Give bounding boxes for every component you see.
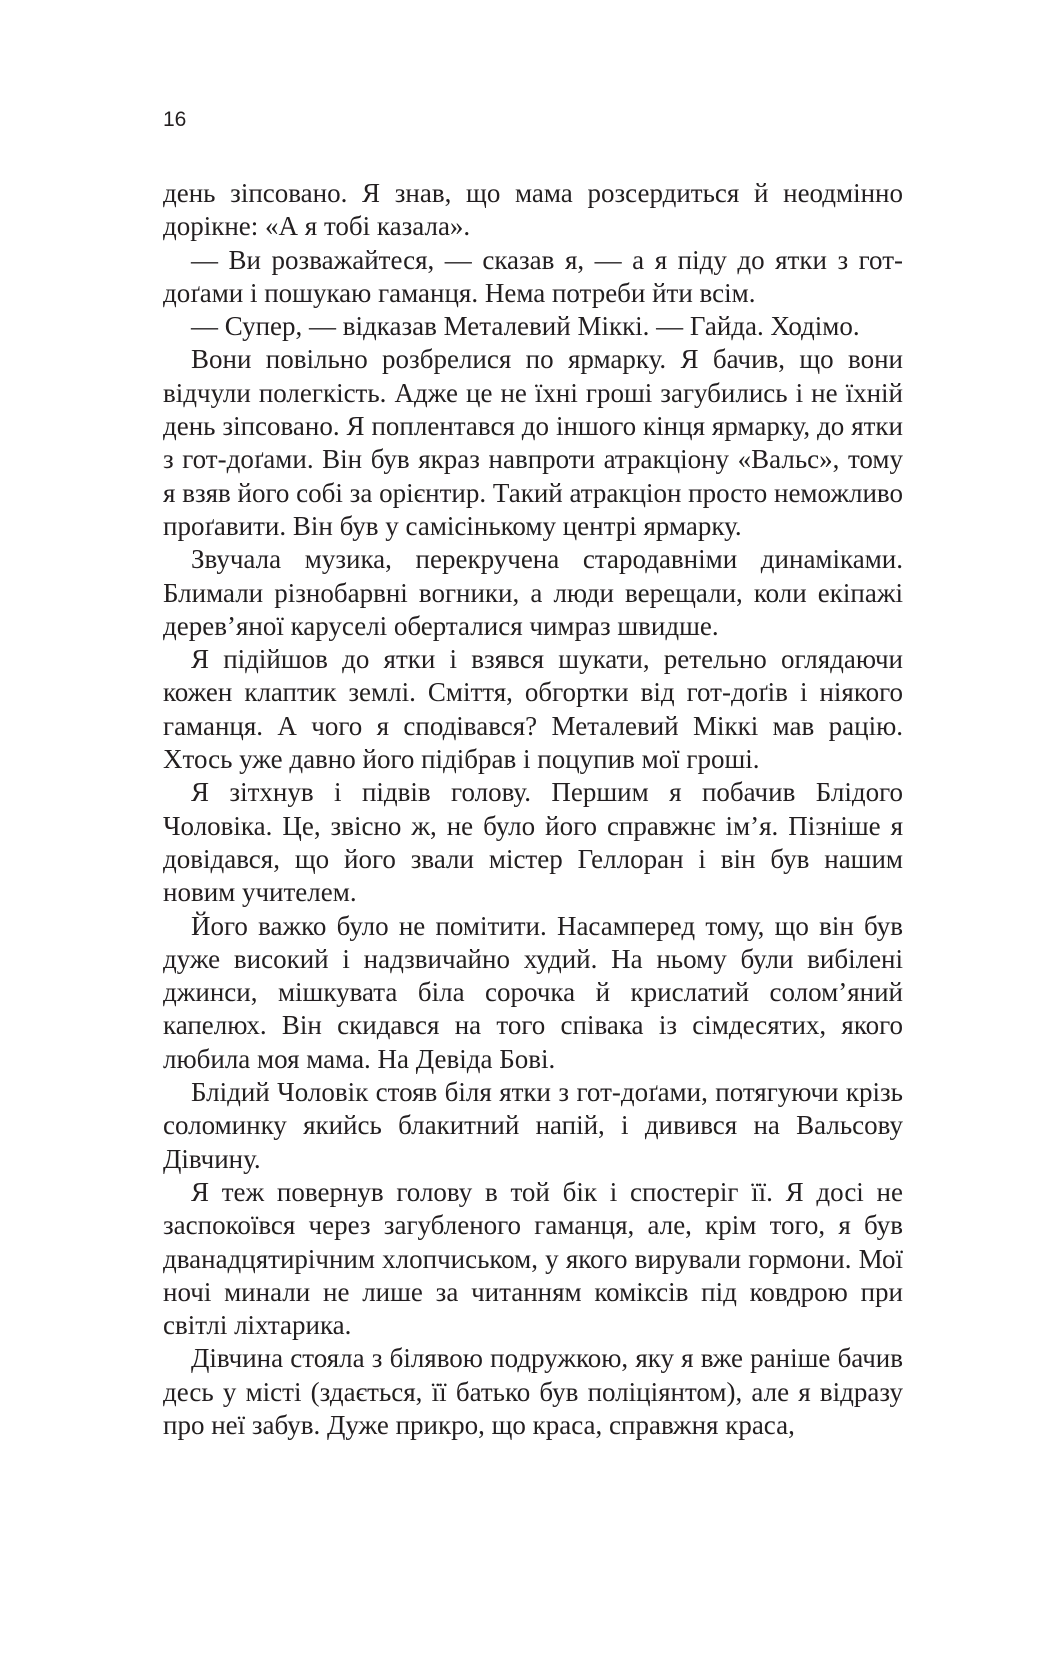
body-text xyxy=(163,177,903,1442)
paragraph: Я підійшов до ятки і взявся шукати, ретельно оглядаючи кожен клаптик землі. Сміття, обгортки від гот-доґів і ніякого гаманця. А чого я сподівався? Металевий Міккі мав рацію. Хтось уже давно його підібрав і поцупив мої гроші. xyxy=(163,644,903,775)
paragraph: Вони повільно розбрелися по ярмарку. Я бачив, що вони відчули полегкість. Адже це не їхні гроші загубились і не їхній день зіпсовано. Я поплентався до іншого кінця ярмарку, до ятки з гот-доґами. Він був якраз навпроти атракціону «Вальс», тому я взяв його собі за орієнтир. Такий атракціон просто неможливо проґавити. Він був у самісінькому центрі ярмарку. xyxy=(163,344,903,541)
paragraph: день зіпсовано. Я знав, що мама розсердиться й неодмінно дорікне: «А я тобі казала». xyxy=(163,178,903,242)
paragraph: — Ви розважайтеся, — сказав я, — а я піду до ятки з гот-доґами і пошукаю гаманця. Нема потреби йти всім. xyxy=(163,244,903,308)
page-number: 16 xyxy=(163,108,187,131)
paragraph: Дівчина стояла з білявою подружкою, яку я вже раніше бачив десь у місті (здається, її батько був поліціянтом), але я відразу про неї забув. Дуже прикро, що краса, справжня краса, xyxy=(163,1343,903,1440)
paragraph: Його важко було не помітити. Насамперед тому, що він був дуже високий і надзвичайно худий. На ньому були вибілені джинси, мішкувата біла сорочка й крислатий солом’яний капелюх. Він скидався на того співака із сімдесятих, якого любила моя мама. На Девіда Бові. xyxy=(163,910,903,1074)
paragraph: Звучала музика, перекручена стародавніми динаміками. Блимали різнобарвні вогники, а люди верещали, коли екіпажі дерев’яної каруселі оберталися чимраз швидше. xyxy=(163,544,903,641)
paragraph: Блідий Чоловік стояв біля ятки з гот-доґами, потягуючи крізь соломинку якийсь блакитний напій, і дивився на Вальсову Дівчину. xyxy=(163,1077,903,1174)
paragraph: — Супер, — відказав Металевий Міккі. — Гайда. Ходімо. xyxy=(191,311,860,342)
paragraph: Я зітхнув і підвів голову. Першим я побачив Блідого Чоловіка. Це, звісно ж, не було його справжнє ім’я. Пізніше я довідався, що його звали містер Геллоран і він був нашим новим учителем. xyxy=(163,777,903,908)
paragraph: Я теж повернув голову в той бік і спостеріг її. Я досі не заспокоївся через загубленого гаманця, але, крім того, я був дванадцятирічним хлопчиськом, у якого вирували гормони. Мої ночі минали не лише за читанням коміксів під ковдрою при світлі ліхтарика. xyxy=(163,1176,903,1341)
